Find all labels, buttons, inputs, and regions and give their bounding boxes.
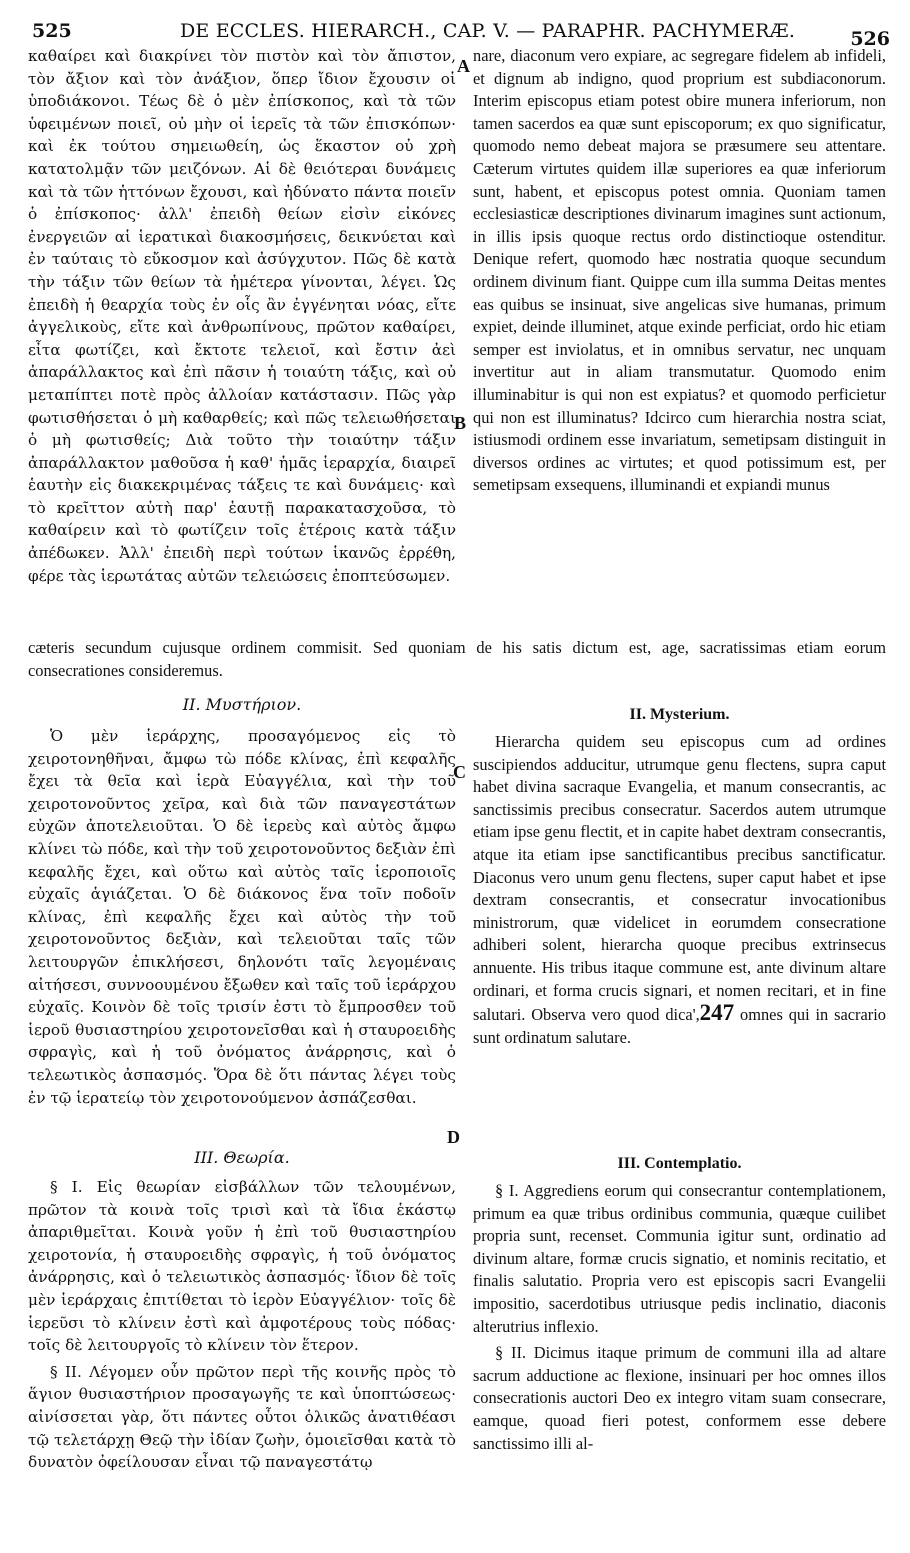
margin-marker-d: D xyxy=(447,1127,460,1147)
latin-heading-mysterium: II. Mysterium. xyxy=(629,706,730,723)
page-number-left: 525 xyxy=(32,20,72,42)
page-header xyxy=(0,0,910,50)
margin-marker-a: A xyxy=(457,56,470,76)
latin-continuation-text: cæteris secundum cujusque ordinem commisit. Sed quoniam de his satis dictum est, age, sacratissimas etiam eorum consecrationes consideremus. xyxy=(28,638,886,680)
greek-column-top xyxy=(28,45,456,587)
latin-paragraph-1: nare, diaconum vero expiare, ac segregare fidelem ab infideli, et dignum ab indigno, quod proprium est subdiaconorum. Interim episcopus etiam potest obire munera inferiorum, non tamen sacerdos ea quæ sunt episcoporum; ex quo significatur, quomodo nemo debeat majora se præsumere seu attentare. Cæterum virtutes quidem illæ superiores ea quæ inferiorum sunt, habent, et episcopus potest omnia. Quoniam tamen ecclesiasticæ descriptiones divinarum imagines sunt actionum, in illis ipsis quoque rectus ordo distinctioque ostenditur. Denique refert, quomodo hæc nostratia quoque secundum ordinem divinum fiant. Quippe cum illa summa Deitas mentes eas quibus se insinuat, sive angelicas sive humanas, primum expiet, deinde illuminet, atque exinde perficiat, ordo hic etiam semper est inviolatus, et in omnibus servatur, nec unquam invertitur aut in aliam transmutatur. Quomodo enim illuminabitur is qui non est expiatus? et quomodo perficietur qui non est illuminatus? Idcirco cum hierarchia nostra sciat, istiusmodi ordinem esse invariatum, semetipsam distinguit in diversos ordines ac virtutes; et quod potissimum est, per semetipsam exsequens, illuminandi et expiandi munus xyxy=(473,46,886,495)
running-title: DE ECCLES. HIERARCH., CAP. V. — PARAPHR. PACHYMERÆ. xyxy=(180,20,796,42)
latin-paragraph-2 xyxy=(473,731,886,1049)
greek-heading-mysterion: II. Μυστήριον. xyxy=(182,695,302,714)
greek-heading-theoria: III. Θεωρία. xyxy=(194,1148,290,1167)
latin-heading-contemplatio: III. Contemplatio. xyxy=(617,1155,742,1172)
greek-section-3 xyxy=(28,1146,456,1474)
greek-paragraph-1: καθαίρει καὶ διακρίνει τὸν πιστὸν καὶ τὸν ἄπιστον, τὸν ἄξιον καὶ τὸν ἀνάξιον, ὅπερ ἴδιον ἔχουσιν οἱ ὑποδιάκονοι. Τέως δὲ ὁ μὲν ἐπίσκοπος, καὶ τὰ τῶν ὑφειμένων ποιεῖ, οὐ μὴν οἱ ἱερεῖς τὰ τῶν ἐπισκόπων· καὶ ἐκ τούτου σημειωθείη, ὡς ἕκαστον οὐ χρὴ κατατολμᾷν τῶν μειζόνων. Αἱ δὲ θειότεραι δυνάμεις καὶ τὰ τῶν ἡττόνων ἔχουσι, καὶ ἠδύνατο πάντα ποιεῖν ὁ ἐπίσκοπος· ἀλλ' ἐπειδὴ θείων εἰσὶν εἰκόνες ἐνεργειῶν αἱ ἱερατικαὶ διακοσμήσεις, δεικνύεται καὶ ἐν ταύταις τὸ εὔκοσμον καὶ ἀσύγχυτον. Πῶς δὲ κατὰ τὴν τάξιν τῶν θείων τὰ ἡμέτερα γίνονται, λέγει. Ὡς ἐπειδὴ ἡ θεαρχία τοὺς ἐν οἷς ἂν ἐγγένηται νόας, εἴτε ἀγγελικοὺς, εἴτε καὶ ἀνθρωπίνους, πρῶτον καθαίρει, εἶτα φωτίζει, καὶ ἔκτοτε τελειοῖ, καὶ ἔστιν ἀεὶ ἀπαράλλακτος καὶ ἐπὶ πᾶσιν ἡ τοιαύτη τάξις, καὶ οὐ μεταπίπτει ποτὲ πρὸς ἀλλοίαν κατάστασιν. Πῶς γὰρ φωτισθήσεται ὁ μὴ καθαρθείς; καὶ πῶς τελειωθήσεται ὁ μὴ φωτισθείς; Διὰ τοῦτο τὴν τοιαύτην τάξιν ἀπαράλλακτον μαθοῦσα ἡ καθ' ἡμᾶς ἱεραρχία, διαιρεῖ ἑαυτὴν εἰς διακεκριμένας τάξεις τε καὶ δυνάμεις· καὶ τὸ κρεῖττον αὐτὴ παρ' ἑαυτῇ παρακατασχοῦσα, τὸ καθαίρειν καὶ τὸ φωτίζειν τοῖς ἑτέροις κατὰ τάξιν ἀπέδωκεν. Ἀλλ' ἐπειδὴ περὶ τούτων ἱκανῶς ἐρρέθη, φέρε τὰς ἱερωτάτας αὐτῶν τελειώσεις ἐποπτεύσωμεν. xyxy=(28,47,456,585)
latin-section-2 xyxy=(473,703,886,1049)
latin-column-top xyxy=(473,45,886,497)
column-number: 247 xyxy=(699,1000,735,1026)
latin-section-3 xyxy=(473,1152,886,1455)
latin-paragraph-2-text: Hierarcha quidem seu episcopus cum ad ordines suscipiendos adducitur, utrumque genu flectens, supra caput habet divina sacraque Evangelia, et manum consecrantis, ac sanctissimis precibus consecratur. Sacerdos autem utrumque etiam ipse genu flectit, et in capite habet dextram consecrantis, atque ita etiam ipse sanctificantibus precibus sanctificatur. Diaconus vero unum genu flectens, super caput habet et ipse dextram consecrantis, et consecratur invocationibus ministrorum, quæ videlicet in eorumdem consecratione adhiberi solent, hierarcha quoque precibus extrinsecus annuente. His tribus itaque commune est, ante divinum altare ordinari, et forma crucis signari, et nomen recitari, et in fine salutari. Observa vero quod dica', xyxy=(473,732,886,1025)
margin-marker-c: C xyxy=(453,762,466,782)
latin-paragraph-2-end: omnes qui in sacrario sunt ordinatum salutare. xyxy=(473,1005,886,1047)
greek-paragraph-3: § I. Εἰς θεωρίαν εἰσβάλλων τῶν τελουμένων, πρῶτον τὰ κοινὰ τοῖς τρισὶ καὶ τὰ ἴδια ἑκάστῳ ἀπαριθμεῖται. Κοινὰ γοῦν ἡ ἐπὶ τοῦ θυσιαστηρίου χειροτονία, ἡ σταυροειδὴς σφραγὶς, ἡ τοῦ ὀνόματος ἀνάρρησις, καὶ ὁ τελειωτικὸς ἀσπασμός· ἴδιον δὲ τοῖς μὲν ἱεράρχαις ἐπιτίθεται τὸ ἱερὸν Εὐαγγέλιον· τοῖς δὲ ἱερεῦσι τὸ κλίνειν ἐστὶ καὶ ἀμφοτέρους τοὺς πόδας· τοῖς δὲ λειτουργοῖς τὸ κλίνειν τὸν ἕτερον. xyxy=(28,1178,456,1355)
latin-paragraph-4: § II. Dicimus itaque primum de communi illa ad altare sacrum adductione ac flexione, insinuari per hoc omnes illos consecrationis auctori Deo ex integro vitam suam consecrare, eamque, quoad fieri potest, conformem esse debere sanctissimo illi al- xyxy=(473,1343,886,1453)
greek-section-2 xyxy=(28,693,456,1109)
page-number-right: 526 xyxy=(850,28,890,50)
margin-marker-b: B xyxy=(454,413,467,433)
greek-paragraph-4: § II. Λέγομεν οὖν πρῶτον περὶ τῆς κοινῆς πρὸς τὸ ἅγιον θυσιαστήριον προσαγωγῆς τε καὶ ὑποπτώσεως· αἰνίσσεται γὰρ, ὅτι πάντες οὗτοι ὁλικῶς ἀνατιθέασι τῷ τελετάρχῃ Θεῷ τὴν ἰδίαν ζωὴν, ὁμοιεῖσθαι κατὰ τὸ δυνατὸν ὀφείλουσαν εἶναι τῷ παναγεστάτῳ xyxy=(28,1362,456,1472)
greek-paragraph-2: Ὁ μὲν ἱεράρχης, προσαγόμενος εἰς τὸ χειροτονηθῆναι, ἄμφω τὼ πόδε κλίνας, ἐπὶ κεφαλῆς ἔχει τὰ θεῖα καὶ ἱερὰ Εὐαγγέλια, καὶ τὴν τοῦ χειροτονοῦντος χεῖρα, καὶ διὰ τῶν παναγεστάτων εὐχῶν ἀποτελειοῦται. Ὁ δὲ ἱερεὺς καὶ αὐτὸς ἄμφω κλίνει τὼ πόδε, καὶ τὴν τοῦ χειροτονοῦντος δεξιὰν ἐπὶ κεφαλῆς ἔχει, καὶ οὕτω καὶ αὐτὸς ταῖς ἱεροποιοῖς εὐχαῖς ἁγιάζεται. Ὁ δὲ διάκονος ἕνα τοῖν ποδοῖν κλίνας, ἐπὶ κεφαλῆς ἔχει καὶ αὐτὸς τὴν τοῦ χειροτονοῦντος δεξιὰν, καὶ τελειοῦται ταῖς τῶν λειτουργῶν ἐπικλήσεσι, δηλονότι ταῖς λεγομέναις αἰτήσεσι, συννοουμένου ἔξωθεν καὶ ταῖς τοῦ ἱεράρχου εὐχαῖς. Κοινὸν δὲ τοῖς τρισίν ἐστι τὸ ἔμπροσθεν τοῦ ἱεροῦ θυσιαστηρίου χειροτονεῖσθαι καὶ ἡ σταυροειδὴς σφραγὶς, καὶ ἡ τοῦ ὀνόματος ἀνάρρησις, καὶ ὁ τελεωτικὸς ἀσπασμός. Ὅρα δὲ ὅτι πάντας λέγει τοὺς ἐν τῷ ἱερατείῳ τὸν χειροτονούμενον ἀσπάζεσθαι. xyxy=(28,727,456,1107)
latin-continuation xyxy=(28,637,886,682)
latin-paragraph-3: § I. Aggrediens eorum qui consecrantur contemplationem, primum ea quæ tribus ordinibus communia, quæque cuilibet propria sunt, recenset. Communia igitur sunt, ordinatio ad divinum altare, formæ crucis signatio, et nominis recitatio, et finalis salutatio. Propria vero est episcopis sacri Evangelii impositio, sacerdotibus utriusque pedis inclinatio, diaconis alterutrius inflexio. xyxy=(473,1181,886,1336)
